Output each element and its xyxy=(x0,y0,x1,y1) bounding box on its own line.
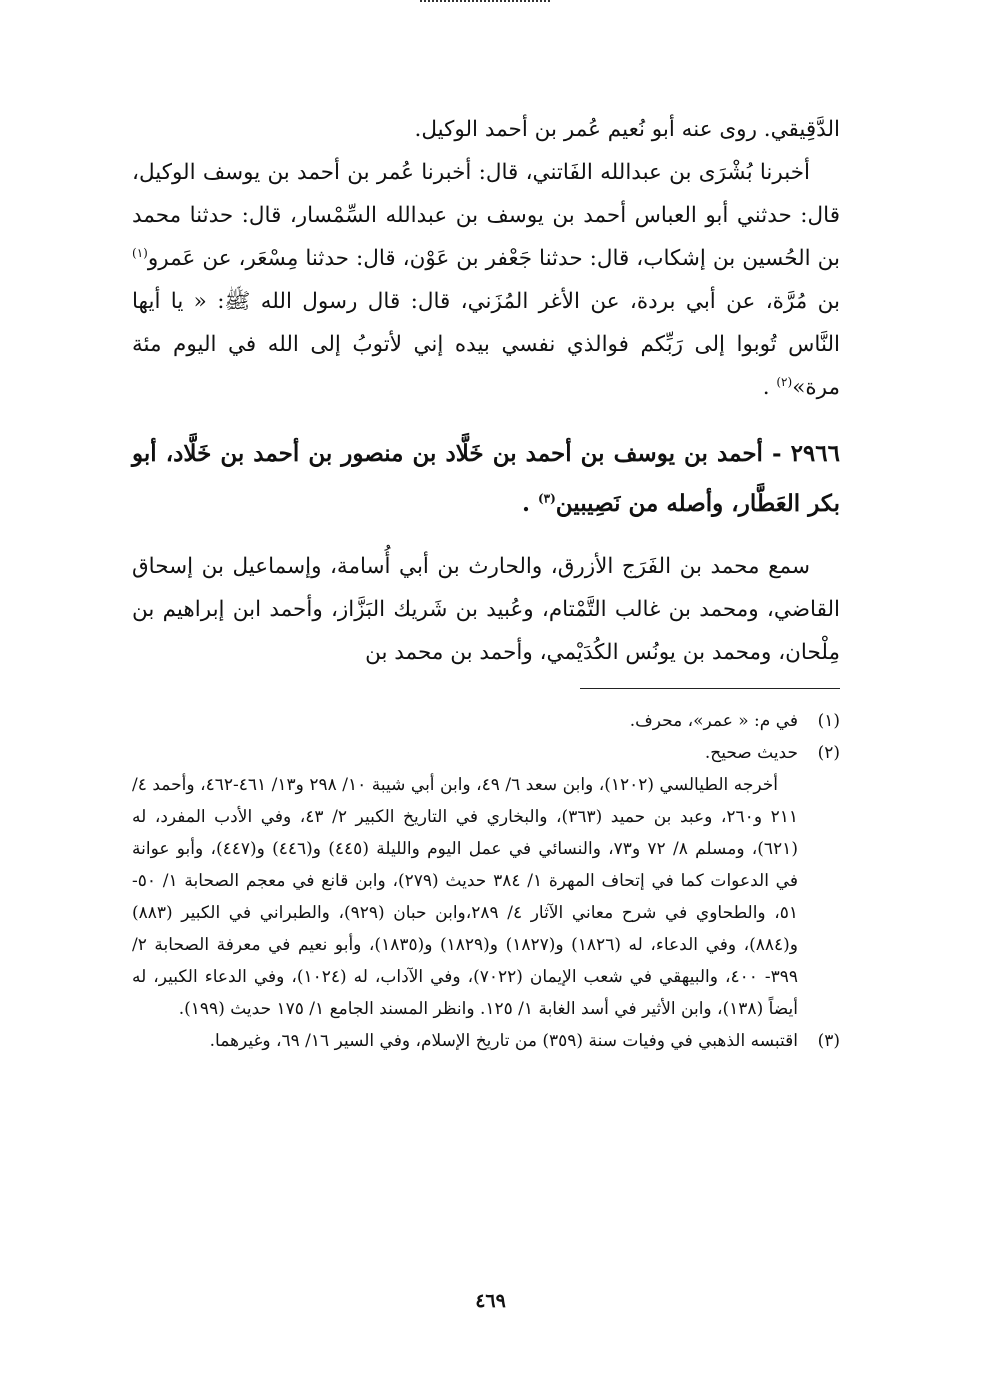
footnote-3 xyxy=(132,1025,840,1057)
footnote-number: (٢) xyxy=(817,743,840,763)
main-text xyxy=(132,108,840,409)
page-number: ٤٦٩ xyxy=(475,1290,506,1312)
footnote-ref-3[interactable]: (٣) xyxy=(537,491,556,506)
footnote-2 xyxy=(132,737,840,769)
footnote-number: (١) xyxy=(817,711,840,731)
page-content xyxy=(132,108,840,1057)
biography-body xyxy=(132,545,840,674)
top-decorative-rule xyxy=(420,0,550,5)
footnote-text: في م: « عمر»، محرف. xyxy=(629,711,798,731)
footnote-2-continuation: أخرجه الطيالسي (١٢٠٢)، وابن سعد ٦/ ٤٩، وابن أبي شيبة ١٠/ ٢٩٨ و١٣/ ٤٦١-٤٦٢، وأحمد ٤/ ٢١١ و٢٦٠، وعبد بن حميد (٣٦٣)، والبخاري في التاريخ الكبير ٢/ ٤٣، وفي الأدب المفرد، له (٦٢١)، ومسلم ٨/ ٧٢ و٧٣، والنسائي في عمل اليوم والليلة (٤٤٥) و(٤٤٦) و(٤٤٧)، وأبو عوانة في الدعوات كما في إتحاف المهرة ١/ ٣٨٤ حديث (٢٧٩)، وابن قانع في معجم الصحابة ١/ ٥٠- ٥١، والطحاوي في شرح معاني الآثار ٤/ ٢٨٩،وابن حبان (٩٢٩)، والطبراني في الكبير (٨٨٣) و(٨٨٤)، وفي الدعاء، له (١٨٢٦) و(١٨٢٧) و(١٨٢٩) و(١٨٣٥)، وأبو نعيم في معرفة الصحابة ٢/ ٣٩٩- ٤٠٠، والبيهقي في شعب الإيمان (٧٠٢٢)، وفي الآداب، له (١٠٢٤)، وفي الدعاء الكبير، له أيضاً (١٣٨)، وابن الأثير في أسد الغابة ١/ ١٢٥. وانظر المسند الجامع ١/ ١٧٥ حديث (١٩٩). xyxy=(132,775,799,1019)
footnote-ref-2[interactable]: (٢) xyxy=(776,374,793,389)
footnote-1 xyxy=(132,705,840,737)
footnotes-section xyxy=(132,705,840,1057)
intro-line: الدَّقِيقي. روى عنه أبو نُعيم عُمر بن أحمد الوكيل. xyxy=(414,117,840,142)
footnote-ref-1[interactable]: (١) xyxy=(132,245,148,260)
biography-paragraph: سمع محمد بن الفَرَج الأزرق، والحارث بن أبي أُسامة، وإسماعيل بن إسحاق القاضي، ومحمد بن غالب التَّمْتام، وعُبيد بن شَريك البَزَّاز، وأحمد ابن إبراهيم بن مِلْحان، ومحمد بن يونُس الكُدَيْمي، وأحمد بن محمد بن xyxy=(132,554,840,665)
footnote-text: اقتبسه الذهبي في وفيات سنة (٣٥٩) من تاريخ الإسلام، وفي السير ١٦/ ٦٩، وغيرهما. xyxy=(209,1031,798,1051)
biography-entry-heading: ٢٩٦٦ - أحمد بن يوسف بن أحمد بن خَلَّاد بن منصور بن أحمد بن خَلَّاد، أبو بكر العَطَّار، وأصله من نَصِيبين$^{(٣)}$ . xyxy=(132,440,840,517)
footnote-number: (٣) xyxy=(817,1031,840,1051)
hadith-paragraph: أخبرنا بُشْرَى بن عبدالله الفَاتني، قال: أخبرنا عُمر بن أحمد بن يوسف الوكيل، قال: حدثني أبو العباس أحمد بن يوسف بن عبدالله السِّمْسار، قال: حدثنا محمد بن الحُسين بن إشكاب، قال: حدثنا جَعْفر بن عَوْن، قال: حدثنا مِسْعَر، عن عَمرو$^{(١)}$ بن مُرَّة، عن أبي بردة، عن الأغر المُزَني، قال: قال رسول الله ﷺ: « يا أيها النَّاس تُوبوا إلى رَبِّكم فوالذي نفسي بيده إني لأتوبُ إلى الله في اليوم مئة مرة»$^{(٢)}$ . xyxy=(132,160,840,400)
footnote-separator xyxy=(580,688,840,689)
footnote-text: حديث صحيح. xyxy=(704,743,798,763)
